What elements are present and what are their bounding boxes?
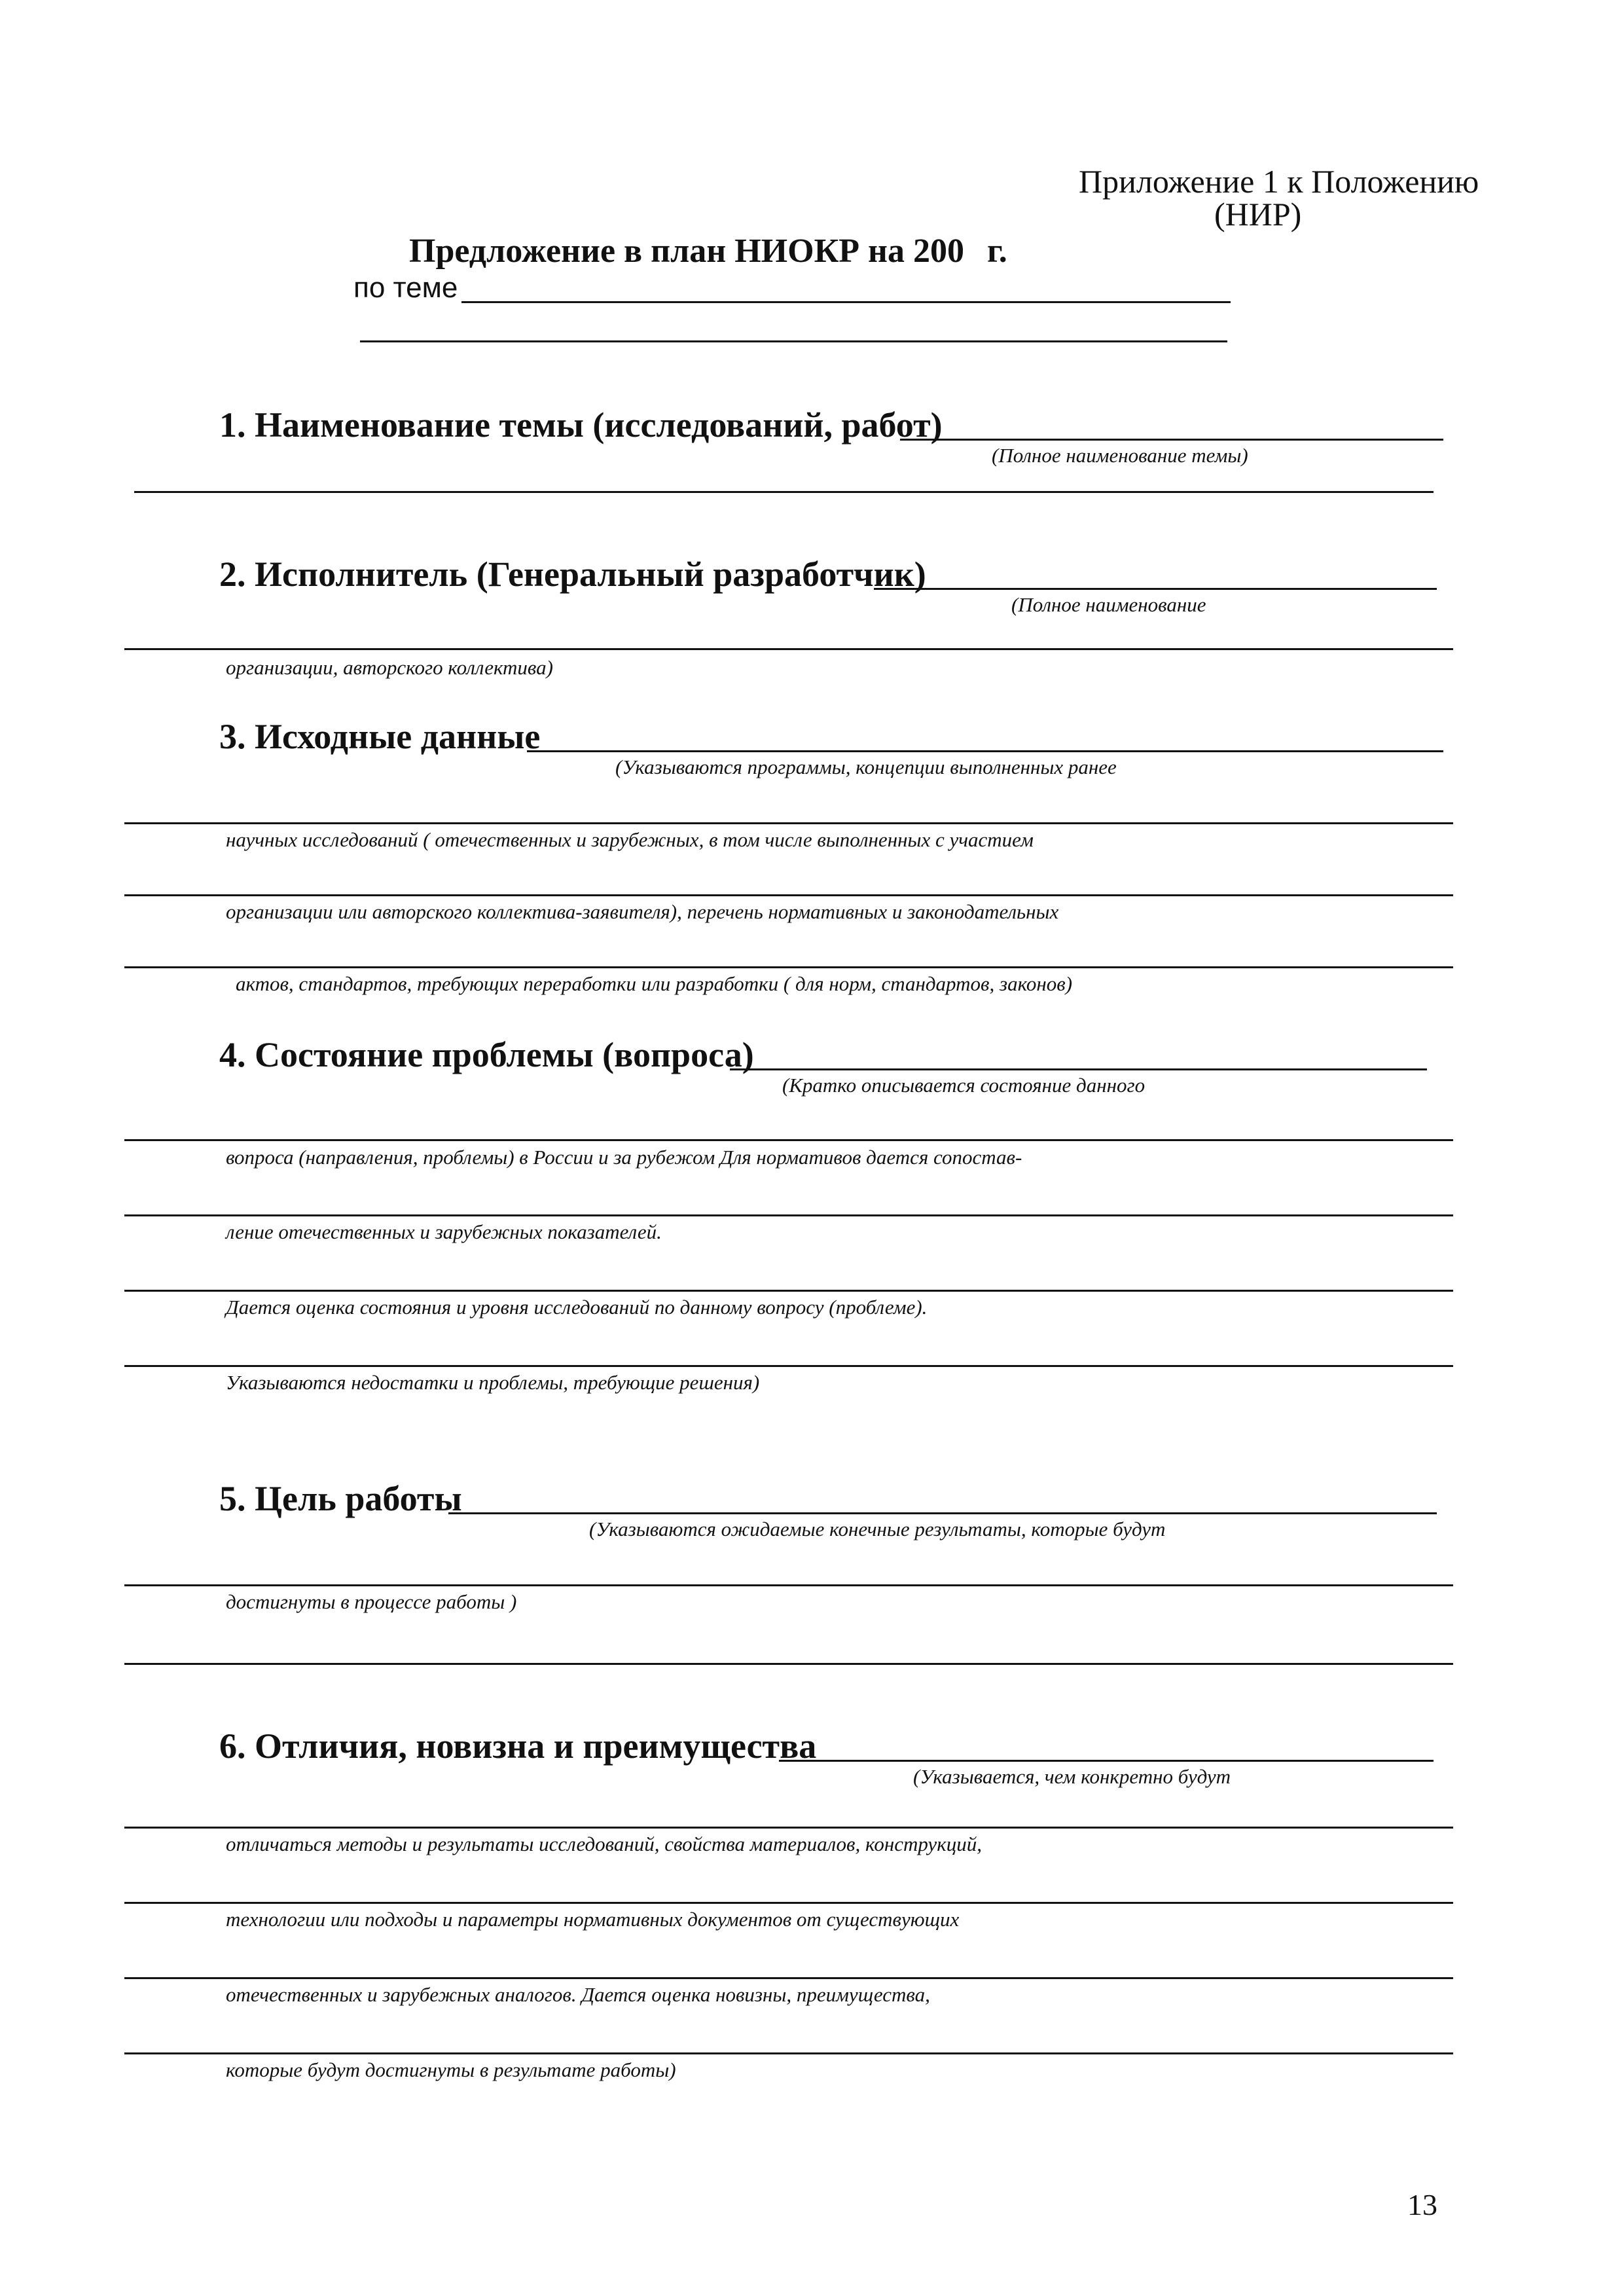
section-3-line-3[interactable] [124,966,1453,968]
section-4-line-3[interactable] [124,1290,1453,1292]
section-4-note-5: Указываются недостатки и проблемы, требующие решения) [226,1371,760,1394]
section-1-field[interactable] [900,439,1443,441]
section-2-note-2: организации, авторского коллектива) [226,656,553,679]
section-6-note-3: технологии или подходы и параметры нормативных документов от существующих [226,1908,960,1931]
section-1-heading: 1. Наименование темы (исследований, работ) [219,405,943,445]
section-4-note-4: Дается оценка состояния и уровня исследований по данному вопросу (проблеме). [226,1296,928,1319]
section-2-heading: 2. Исполнитель (Генеральный разработчик) [219,555,926,594]
section-4-note-2: вопроса (направления, проблемы) в России и за рубежом Для нормативов дается сопостав- [226,1146,1022,1169]
appendix-line-1: Приложение 1 к Положению [1079,163,1479,200]
section-5-line-2[interactable] [124,1663,1453,1665]
section-4-note-1: (Кратко описывается состояние данного [782,1074,1146,1097]
section-6-heading: 6. Отличия, новизна и преимущества [219,1726,817,1766]
section-4-line-4[interactable] [124,1365,1453,1367]
page-title: Предложение в план НИОКР на 200 [409,232,964,270]
section-6-line-1[interactable] [124,1827,1453,1829]
section-4-line-1[interactable] [124,1139,1453,1141]
section-3-heading: 3. Исходные данные [219,717,541,756]
section-6-field[interactable] [779,1760,1434,1762]
section-3-note-1: (Указываются программы, концепции выполненных ранее [615,756,1117,778]
section-5-line-1[interactable] [124,1584,1453,1586]
section-4-field[interactable] [730,1068,1427,1070]
section-3-note-3: организации или авторского коллектива-заявителя), перечень нормативных и законодательных [226,900,1059,923]
section-3-line-1[interactable] [124,822,1453,824]
section-3-note-4: актов, стандартов, требующих переработки или разработки ( для норм, стандартов, законов) [236,972,1073,995]
theme-line-1[interactable] [461,301,1231,303]
section-3-field[interactable] [527,750,1443,752]
section-5-heading: 5. Цель работы [219,1479,462,1518]
section-4-heading: 4. Состояние проблемы (вопроса) [219,1035,754,1074]
section-2-line[interactable] [124,648,1453,650]
title-year-suffix: г. [987,232,1007,270]
theme-line-2[interactable] [360,340,1227,342]
section-5-note-2: достигнуты в процессе работы ) [226,1590,517,1613]
section-1-note: (Полное наименование темы) [992,444,1248,467]
section-2-note-1: (Полное наименование [1011,593,1206,616]
section-5-field[interactable] [448,1512,1437,1514]
section-6-note-2: отличаться методы и результаты исследований, свойства материалов, конструкций, [226,1832,982,1855]
page-number: 13 [1407,2188,1437,2221]
section-6-line-4[interactable] [124,2052,1453,2054]
section-6-note-1: (Указывается, чем конкретно будут [913,1765,1231,1788]
section-1-line[interactable] [134,491,1434,493]
section-6-note-5: которые будут достигнуты в результате работы) [226,2058,676,2081]
appendix-line-2: (НИР) [1214,196,1302,232]
theme-label: по теме [353,272,458,304]
section-6-line-3[interactable] [124,1977,1453,1979]
section-4-note-3: ление отечественных и зарубежных показателей. [226,1220,662,1243]
section-4-line-2[interactable] [124,1214,1453,1216]
section-5-note-1: (Указываются ожидаемые конечные результаты, которые будут [589,1518,1166,1540]
section-6-note-4: отечественных и зарубежных аналогов. Дается оценка новизны, преимущества, [226,1983,930,2006]
section-6-line-2[interactable] [124,1902,1453,1904]
section-2-field[interactable] [874,588,1437,590]
section-3-note-2: научных исследований ( отечественных и зарубежных, в том числе выполненных с участием [226,828,1034,851]
section-3-line-2[interactable] [124,894,1453,896]
